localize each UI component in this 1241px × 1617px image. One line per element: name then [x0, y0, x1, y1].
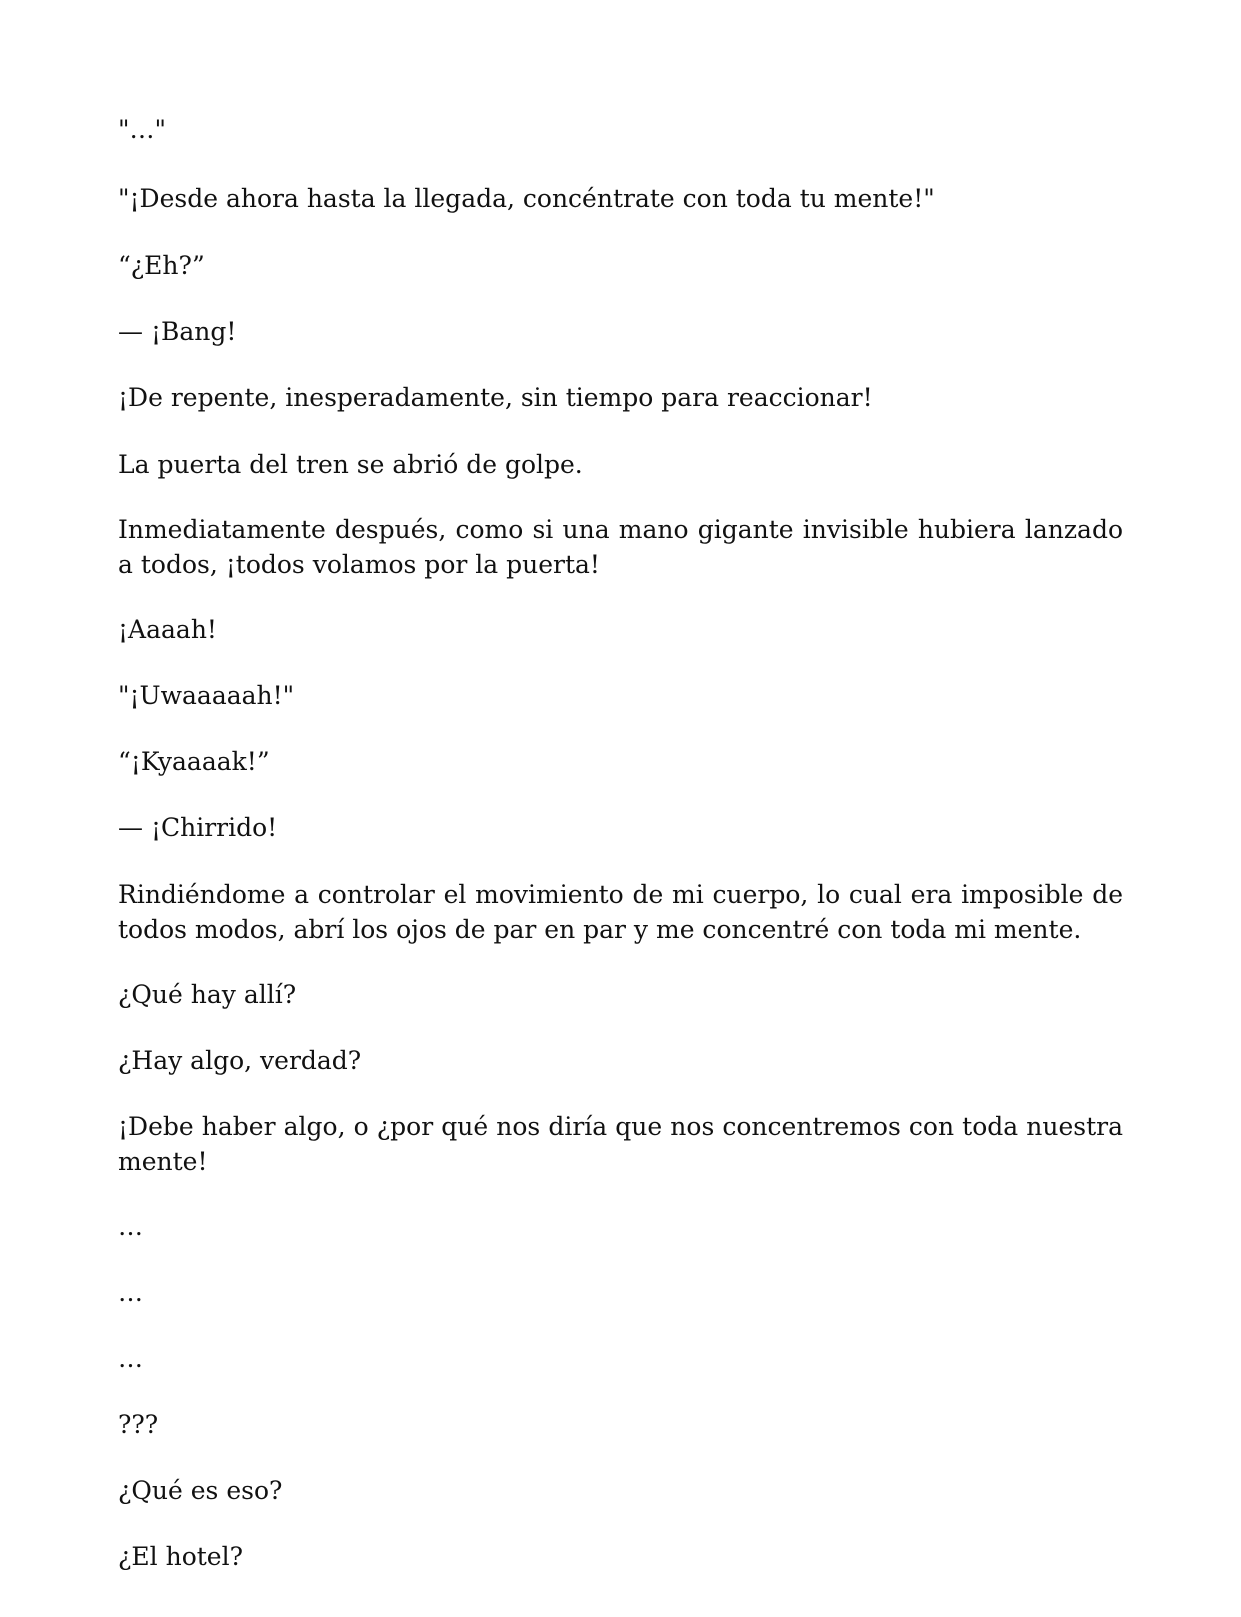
paragraph: …	[118, 1278, 143, 1307]
paragraph: ¡Debe haber algo, o ¿por qué nos diría que nos concentremos con toda nuestra mente!	[118, 1112, 1123, 1176]
paragraph: …	[118, 1212, 143, 1241]
paragraph: ¿Hay algo, verdad?	[118, 1046, 362, 1075]
paragraph: ¿Qué es eso?	[118, 1476, 283, 1505]
paragraph: La puerta del tren se abrió de golpe.	[118, 450, 583, 479]
paragraph: “¡Kyaaaak!”	[118, 747, 270, 776]
paragraph: "¡Desde ahora hasta la llegada, concéntrate con toda tu mente!"	[118, 184, 935, 213]
paragraph: Inmediatamente después, como si una mano gigante invisible hubiera lanzado a todos, ¡todos volamos por la puerta!	[118, 515, 1123, 579]
paragraph: …	[118, 1344, 143, 1373]
paragraph: — ¡Bang!	[118, 317, 237, 346]
paragraph: — ¡Chirrido!	[118, 813, 278, 842]
paragraph: ¡De repente, inesperadamente, sin tiempo para reaccionar!	[118, 383, 873, 412]
paragraph: ¿El hotel?	[118, 1542, 243, 1571]
paragraph: ¡Aaaah!	[118, 615, 217, 644]
paragraph: “¿Eh?”	[118, 251, 205, 280]
paragraph: ???	[118, 1410, 159, 1439]
paragraph: "¡Uwaaaaah!"	[118, 681, 295, 710]
paragraph: "…"	[118, 115, 166, 144]
paragraph: Rindiéndome a controlar el movimiento de mi cuerpo, lo cual era imposible de todos modos, abrí los ojos de par en par y me concentré con toda mi mente.	[118, 880, 1123, 944]
paragraph: ¿Qué hay allí?	[118, 980, 297, 1009]
